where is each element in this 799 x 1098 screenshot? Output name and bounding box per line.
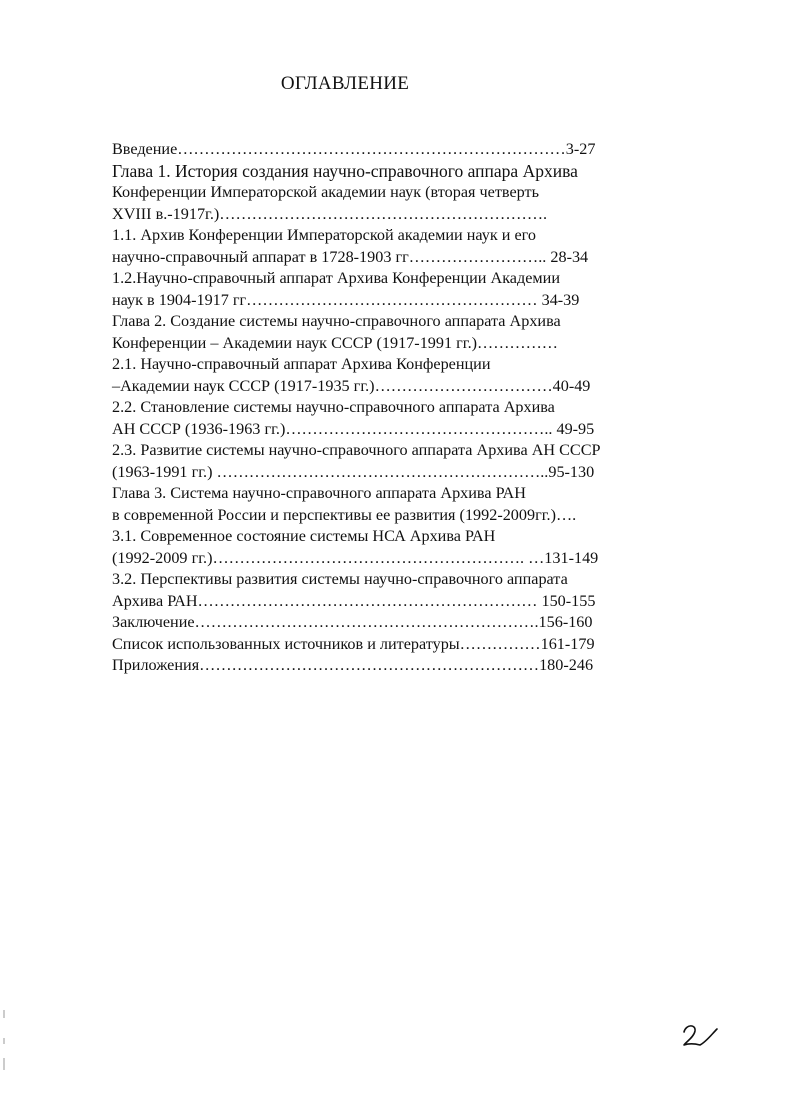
toc-entry-chapter-1: Глава 1. История создания научно-справочного аппара Архива — [112, 160, 578, 181]
toc-entry-section-1-2: 1.2.Научно-справочный аппарат Архива Конференции Академии — [112, 269, 560, 287]
toc-entry-chapter-3-cont: в современной России и перспективы ее развития (1992-2009гг.)…. — [112, 505, 577, 524]
toc-entry-section-2-3-cont: (1963-1991 гг.) ……………………………………………………..95-130 — [112, 462, 595, 481]
toc-entry-chapter-3: Глава 3. Система научно-справочного аппарата Архива РАН — [112, 484, 526, 502]
toc-entry-chapter-1-cont: Конференции Императорской академии наук (вторая четверть — [112, 183, 539, 201]
toc-entry-section-1-2-cont: наук в 1904-1917 гг……………………………………………… 34-39 — [112, 290, 580, 309]
toc-entry-section-1-1-cont: научно-справочный аппарат в 1728-1903 гг…………………….. 28-34 — [112, 247, 589, 266]
toc-entry-section-2-2: 2.2. Становление системы научно-справочного аппарата Архива — [112, 398, 555, 416]
toc-entry-appendices: Приложения………………………………………………………180-246 — [112, 656, 594, 674]
toc-entry-section-3-1-cont: (1992-2009 гг.)…………………………………………………. …131-149 — [112, 548, 599, 567]
toc-entry-conclusion: Заключение……………………………………………………….156-160 — [112, 613, 593, 631]
handwritten-digit-stroke — [684, 1026, 717, 1045]
page-title — [0, 73, 690, 95]
toc-entry-chapter-2-cont: Конференции – Академии наук СССР (1917-1991 гг.)…………… — [112, 333, 558, 352]
title-text: ОГЛАВЛЕНИЕ — [280, 73, 410, 94]
toc-entry-chapter-1-cont: XVIII в.-1917г.)……………………………………………………. — [112, 204, 548, 223]
toc-entry-section-2-1-cont: –Академии наук СССР (1917-1935 гг.)……………………………40-49 — [112, 376, 591, 395]
table-of-contents — [112, 139, 692, 677]
toc-entry-section-3-2: 3.2. Перспективы развития системы научно-справочного аппарата — [112, 570, 568, 588]
handwritten-page-number — [680, 1020, 720, 1050]
toc-entry-chapter-2: Глава 2. Создание системы научно-справочного аппарата Архива — [112, 312, 561, 330]
toc-entry-bibliography: Список использованных источников и литературы……………161-179 — [112, 634, 595, 653]
toc-entry-section-2-2-cont: АН СССР (1936-1963 гг.)………………………………………….. 49-95 — [112, 419, 595, 438]
scan-edge-marks — [2, 1010, 6, 1090]
toc-entry-section-1-1: 1.1. Архив Конференции Императорской академии наук и его — [112, 226, 536, 244]
toc-entry-introduction: Введение………………………………………………………………3-27 — [112, 140, 596, 158]
toc-entry-section-3-2-cont: Архива РАН……………………………………………………… 150-155 — [112, 591, 596, 610]
toc-entry-section-2-3: 2.3. Развитие системы научно-справочного аппарата Архива АН СССР — [112, 441, 601, 459]
toc-entry-section-3-1: 3.1. Современное состояние системы НСА Архива РАН — [112, 527, 496, 545]
toc-entry-section-2-1: 2.1. Научно-справочный аппарат Архива Конференции — [112, 355, 491, 373]
